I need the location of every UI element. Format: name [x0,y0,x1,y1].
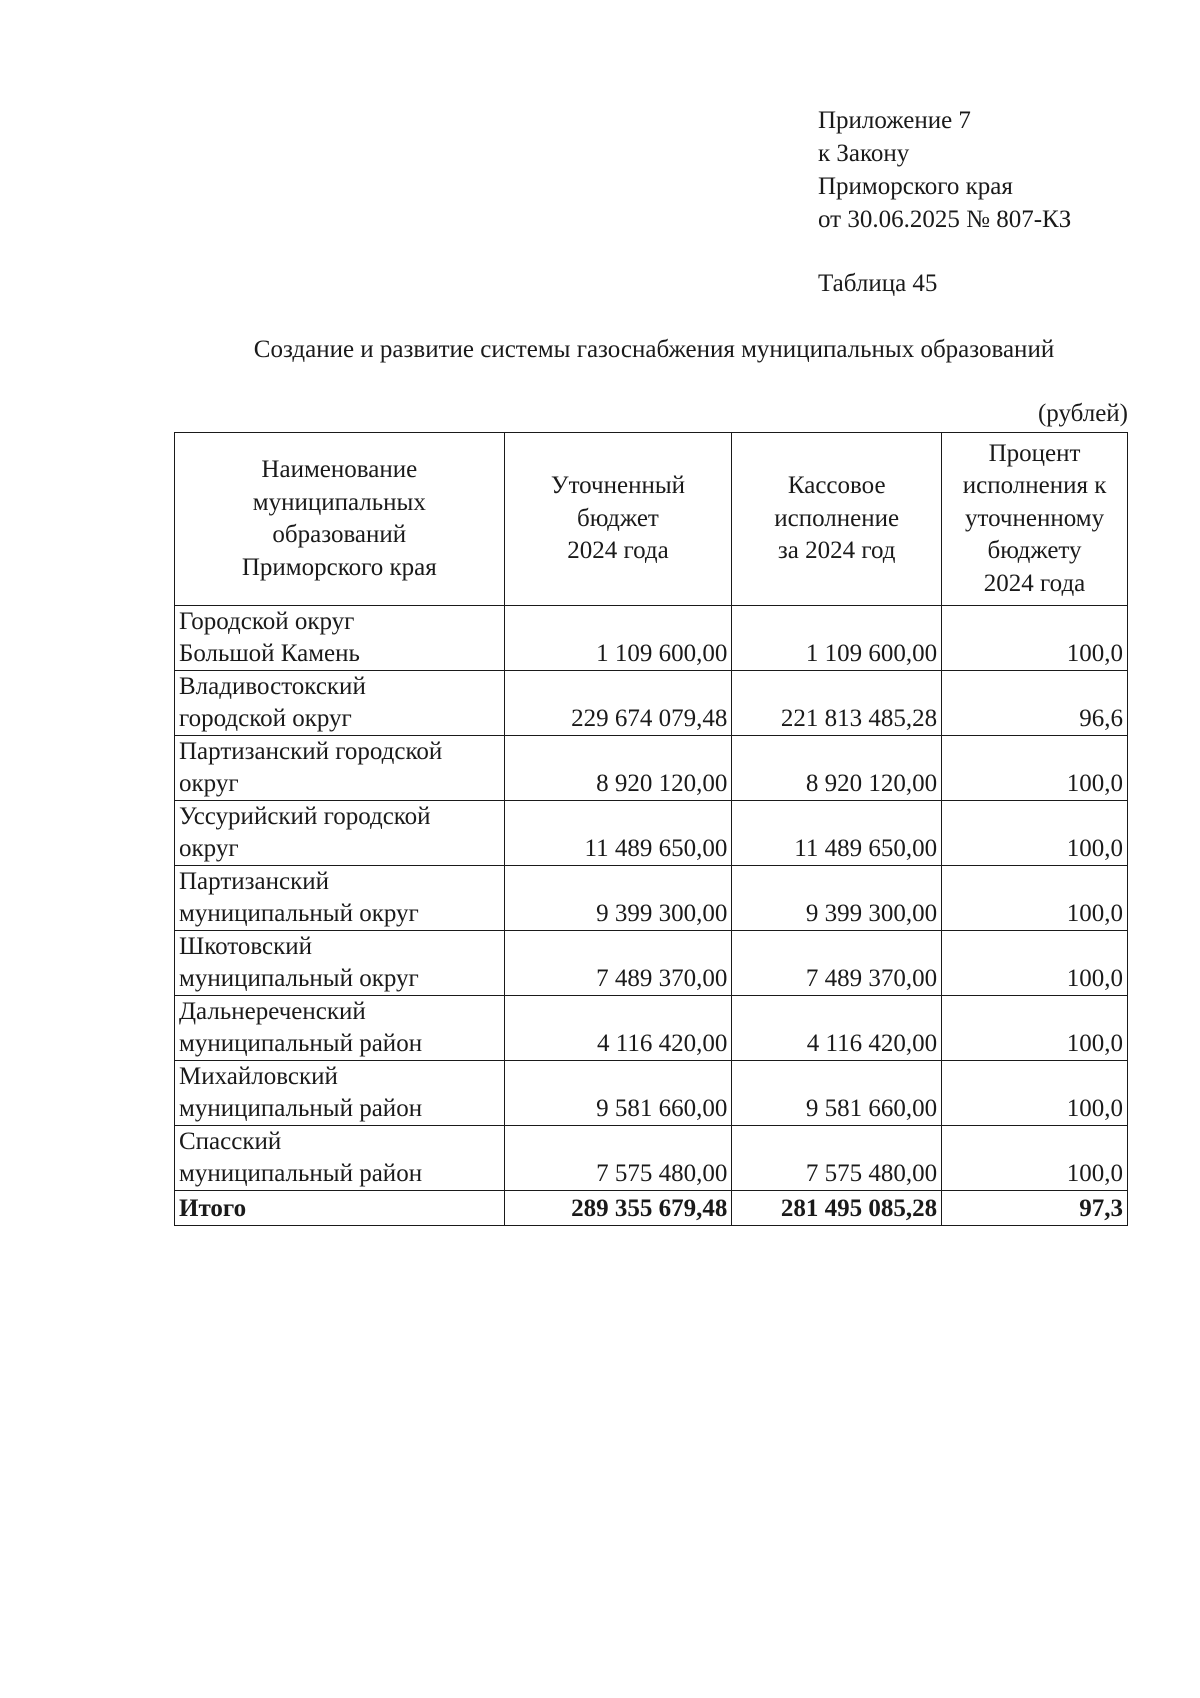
header-line: Приморского края [241,553,437,581]
municipality-line: Дальнереченский [179,998,366,1025]
budget-cell: 7 575 480,00 [504,1126,732,1191]
execution-cell: 1 109 600,00 [732,606,942,671]
municipality-line: Большой Камень [179,640,360,667]
execution-cell: 9 399 300,00 [732,866,942,931]
header-percent [942,433,1128,606]
municipality-cell [175,866,505,931]
municipality-cell [175,1061,505,1126]
percent-cell: 100,0 [942,606,1128,671]
table-row [175,801,1128,866]
document-title: Создание и развитие системы газоснабжения муниципальных образований [253,336,1055,363]
execution-cell: 4 116 420,00 [732,996,942,1061]
municipality-line: Михайловский [179,1063,338,1090]
header-line: муниципальных [252,488,426,516]
table-row [175,996,1128,1061]
municipality-cell [175,801,505,866]
municipality-cell [175,931,505,996]
municipality-line: городской округ [179,705,352,732]
budget-cell: 229 674 079,48 [504,671,732,736]
percent-cell: 100,0 [942,1126,1128,1191]
budget-cell: 4 116 420,00 [504,996,732,1061]
municipality-line: округ [179,835,239,862]
appendix-line: Приложение 7 [818,107,971,134]
table-row [175,606,1128,671]
unit-label: (рублей) [1037,400,1128,427]
appendix-block [818,104,1071,236]
header-line: бюджет [577,504,659,532]
municipality-line: Владивостокский [179,673,366,700]
budget-cell: 1 109 600,00 [504,606,732,671]
table-row [175,1126,1128,1191]
execution-cell: 8 920 120,00 [732,736,942,801]
execution-cell: 9 581 660,00 [732,1061,942,1126]
total-percent-cell: 97,3 [942,1191,1128,1226]
table-row [175,931,1128,996]
header-line: уточненному [964,504,1105,532]
total-execution-cell: 281 495 085,28 [732,1191,942,1226]
total-label: Итого [175,1191,505,1226]
municipality-line: Спасский [179,1128,282,1155]
appendix-line: к Закону [818,140,910,167]
header-line: бюджету [987,537,1082,565]
municipality-cell [175,671,505,736]
table-total-row [175,1191,1128,1226]
table-row [175,736,1128,801]
municipality-line: муниципальный округ [179,965,419,992]
budget-cell: 11 489 650,00 [504,801,732,866]
table-number: Таблица 45 [818,270,938,297]
header-line: Процент [988,439,1081,467]
municipality-line: муниципальный район [179,1030,423,1057]
header-line: исполнение [774,504,900,532]
municipality-line: муниципальный округ [179,900,419,927]
percent-cell: 96,6 [942,671,1128,736]
municipality-cell [175,996,505,1061]
header-line: исполнения к [962,472,1107,500]
municipality-line: муниципальный район [179,1095,423,1122]
execution-cell: 11 489 650,00 [732,801,942,866]
table-row [175,866,1128,931]
header-line: образований [272,521,407,548]
header-municipality [175,433,505,606]
header-line: Кассовое [787,472,886,500]
percent-cell: 100,0 [942,996,1128,1061]
percent-cell: 100,0 [942,1061,1128,1126]
municipality-line: Уссурийский городской [179,803,431,830]
municipality-line: Партизанский [179,868,329,895]
percent-cell: 100,0 [942,931,1128,996]
municipality-line: Городской округ [179,608,355,635]
municipality-line: округ [179,770,239,797]
header-line: Наименование [261,456,418,483]
execution-cell: 221 813 485,28 [732,671,942,736]
budget-cell: 8 920 120,00 [504,736,732,801]
appendix-line: от 30.06.2025 № 807-КЗ [818,206,1072,233]
municipality-cell [175,736,505,801]
municipality-line: Партизанский городской [179,738,443,765]
total-budget-cell: 289 355 679,48 [504,1191,732,1226]
table-header-row [175,433,1128,606]
budget-cell: 9 399 300,00 [504,866,732,931]
table-row [175,1061,1128,1126]
appendix-line: Приморского края [818,173,1013,200]
header-line: 2024 года [983,569,1086,597]
table-row [175,671,1128,736]
budget-cell: 7 489 370,00 [504,931,732,996]
header-execution [732,433,942,606]
municipality-line: муниципальный район [179,1160,423,1187]
municipality-cell [175,606,505,671]
header-line: за 2024 год [777,537,896,565]
header-line: 2024 года [567,537,669,565]
execution-cell: 7 575 480,00 [732,1126,942,1191]
municipality-line: Шкотовский [179,933,313,960]
header-line: Уточненный [550,472,686,500]
municipality-cell [175,1126,505,1191]
execution-cell: 7 489 370,00 [732,931,942,996]
budget-table [174,432,1128,1226]
percent-cell: 100,0 [942,736,1128,801]
percent-cell: 100,0 [942,801,1128,866]
budget-cell: 9 581 660,00 [504,1061,732,1126]
percent-cell: 100,0 [942,866,1128,931]
header-budget [504,433,732,606]
